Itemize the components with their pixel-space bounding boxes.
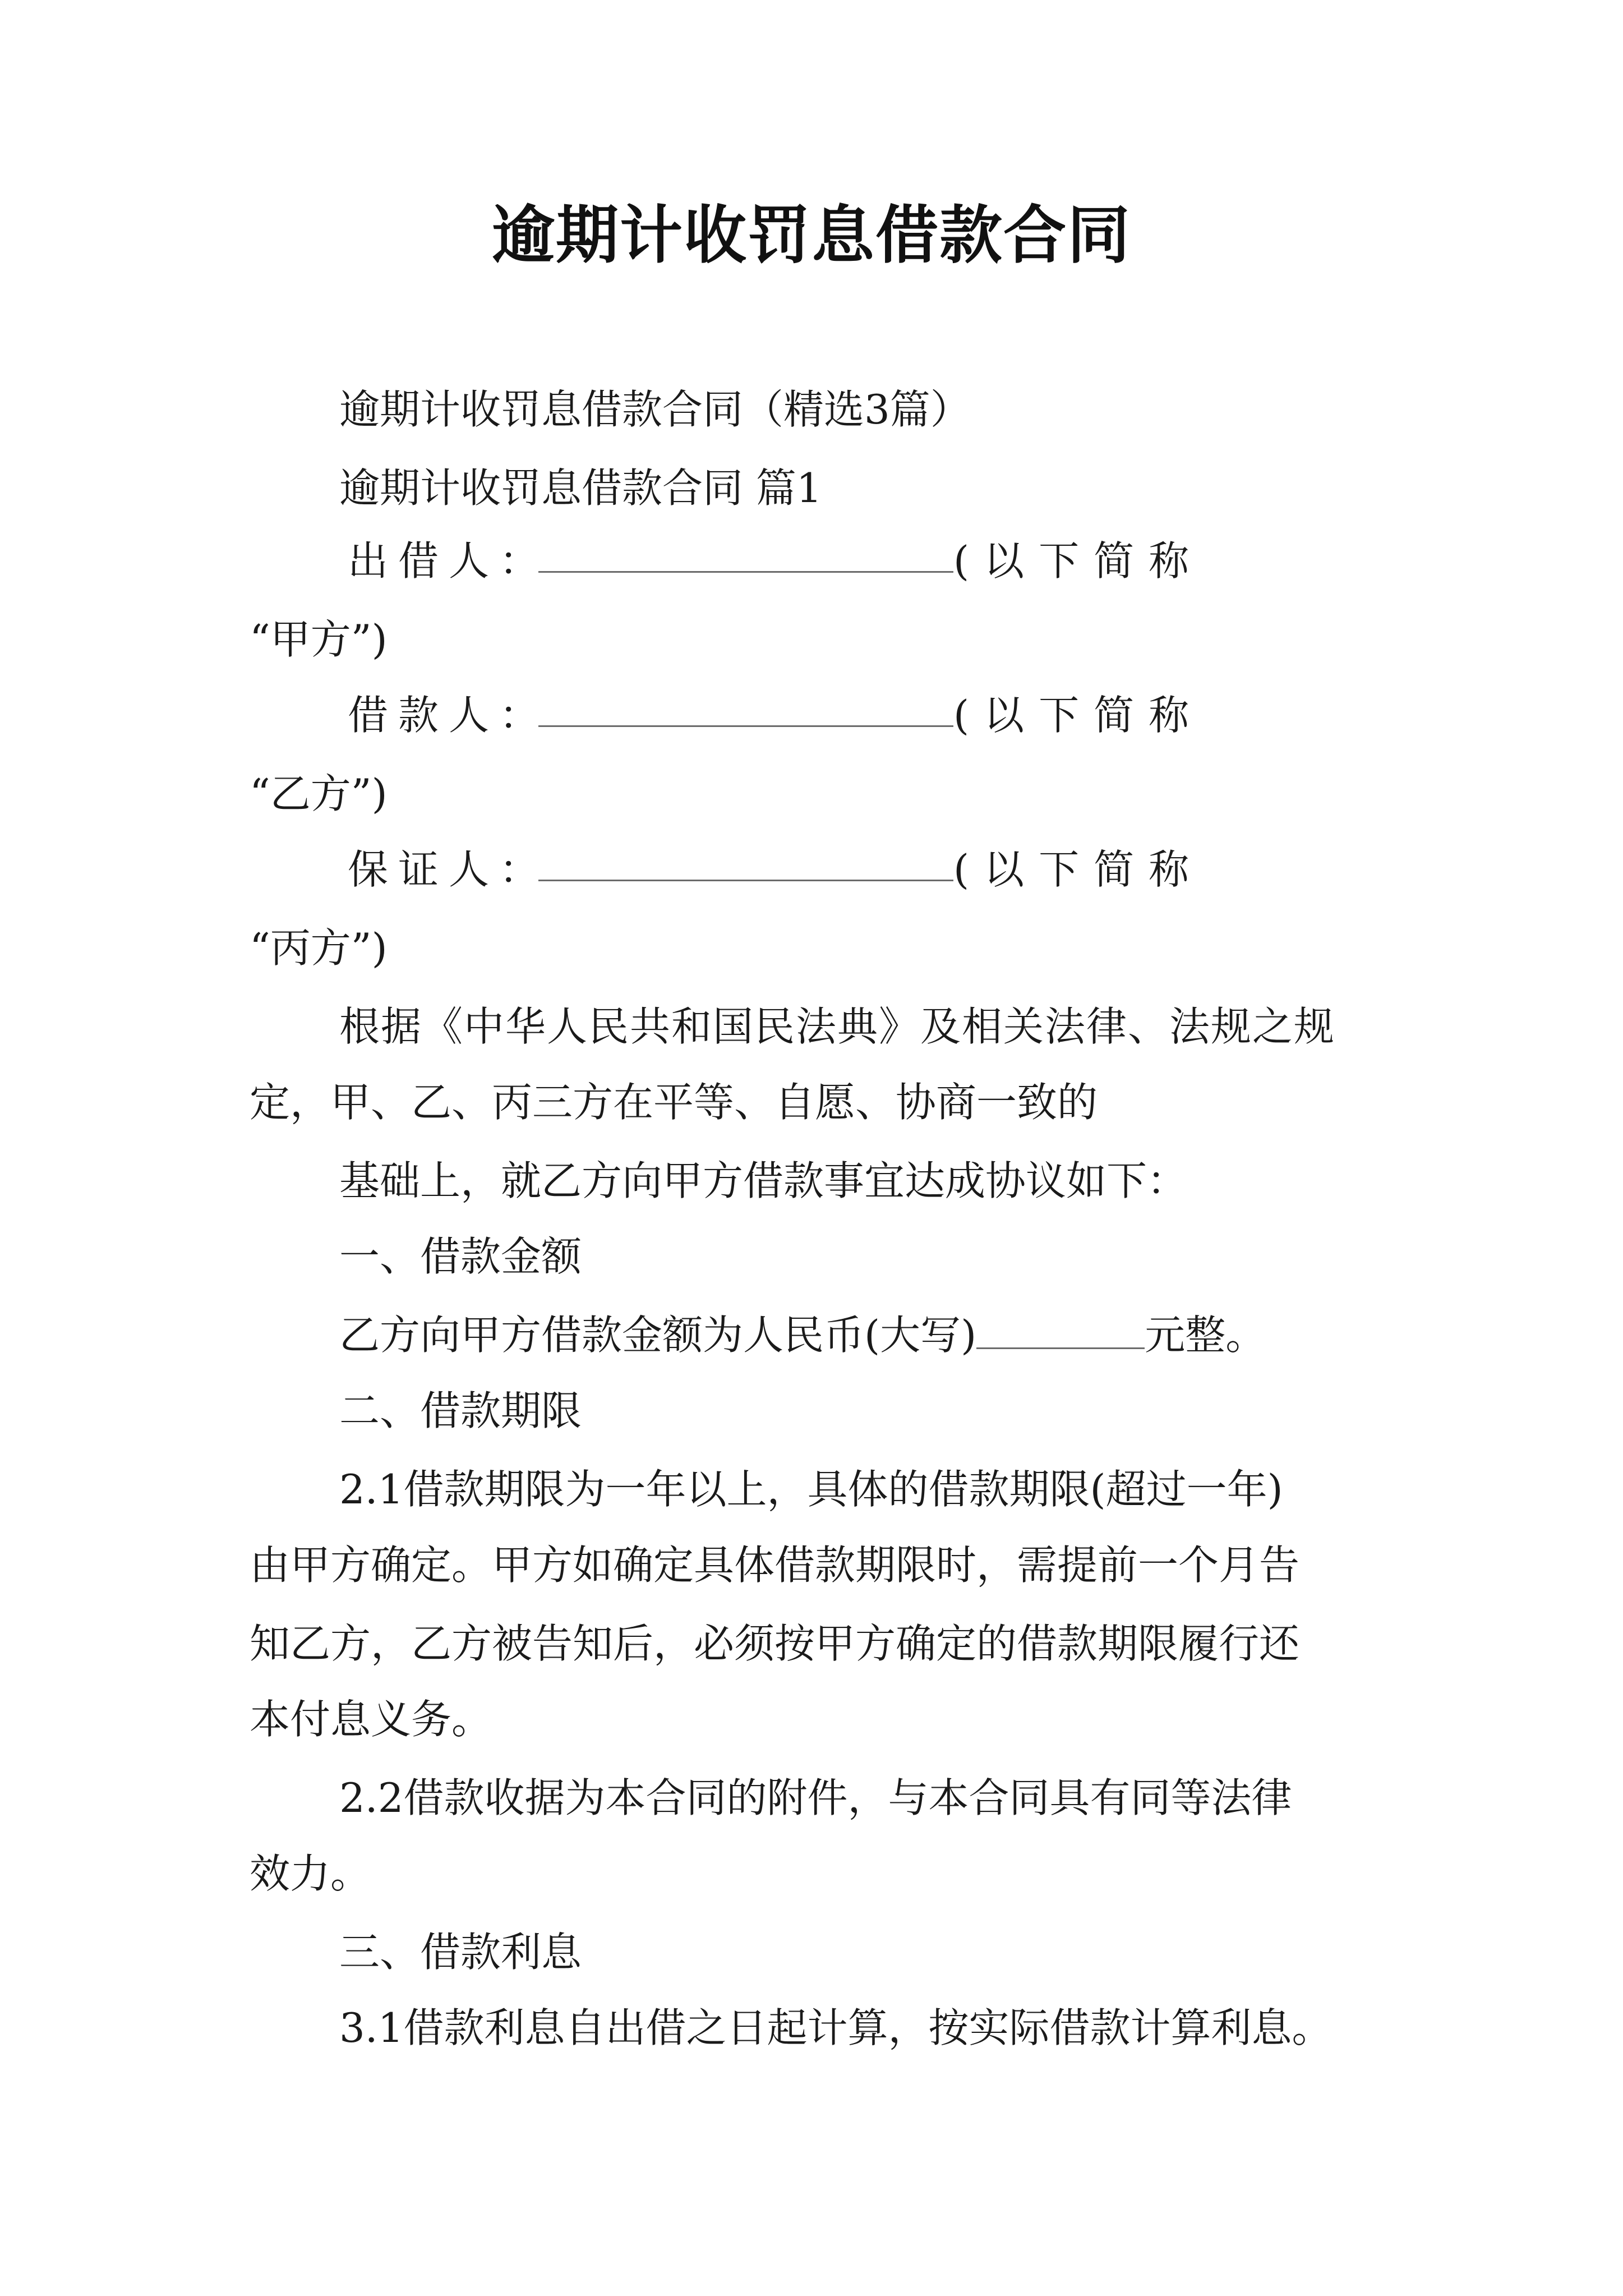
fill-blank-line	[538, 571, 953, 573]
clause-amount	[339, 1307, 1266, 1363]
party-row-lender	[339, 533, 1385, 589]
section-heading: 逾期计收罚息借款合同 篇1	[339, 464, 822, 512]
party-row-guarantor	[339, 841, 1385, 898]
clause-paragraph-line: 3.1借款利息自出借之日起计算，按实际借款计算利息。	[339, 2004, 1332, 2051]
clause-heading: 二、借款期限	[339, 1387, 582, 1434]
clause-paragraph-line: 效力。	[250, 1850, 371, 1897]
fill-blank-line	[538, 880, 953, 881]
clause-paragraph-line: 本付息义务。	[250, 1696, 492, 1743]
party-tail: (以下简称	[953, 692, 1204, 739]
party-alias: “丙方”)	[250, 924, 388, 972]
party-tail: (以下简称	[953, 846, 1204, 893]
party-tail: (以下简称	[953, 537, 1204, 585]
clause-paragraph-line: 2.2借款收据为本合同的附件，与本合同具有同等法律	[339, 1774, 1292, 1821]
document-title: 逾期计收罚息借款合同	[492, 199, 1131, 272]
clause-heading: 三、借款利息	[339, 1929, 582, 1976]
clause-text: 乙方向甲方借款金额为人民币(大写)	[339, 1312, 977, 1359]
intro-line: 定，甲、乙、丙三方在平等、自愿、协商一致的	[250, 1079, 1098, 1126]
intro-line: 根据《中华人民共和国民法典》及相关法律、法规之规	[339, 1003, 1336, 1050]
clause-paragraph-line: 由甲方确定。甲方如确定具体借款期限时，需提前一个月告	[250, 1542, 1300, 1589]
intro-line: 基础上，就乙方向甲方借款事宜达成协议如下：	[339, 1157, 1188, 1204]
clause-paragraph-line: 知乙方，乙方被告知后，必须按甲方确定的借款期限履行还	[250, 1620, 1300, 1667]
party-alias: “甲方”)	[250, 616, 388, 663]
party-label: 出借人：	[348, 537, 550, 585]
party-row-borrower	[339, 687, 1385, 743]
fill-blank-line	[976, 1314, 1145, 1349]
party-label: 保证人：	[348, 846, 550, 893]
party-alias: “乙方”)	[250, 770, 388, 817]
clause-paragraph-line: 2.1借款期限为一年以上，具体的借款期限(超过一年)	[339, 1466, 1283, 1513]
fill-blank-line	[538, 725, 953, 727]
document-subtitle: 逾期计收罚息借款合同（精选3篇）	[339, 386, 971, 433]
clause-heading: 一、借款金额	[339, 1233, 582, 1280]
party-label: 借款人：	[348, 692, 550, 739]
clause-text: 元整。	[1145, 1312, 1266, 1359]
